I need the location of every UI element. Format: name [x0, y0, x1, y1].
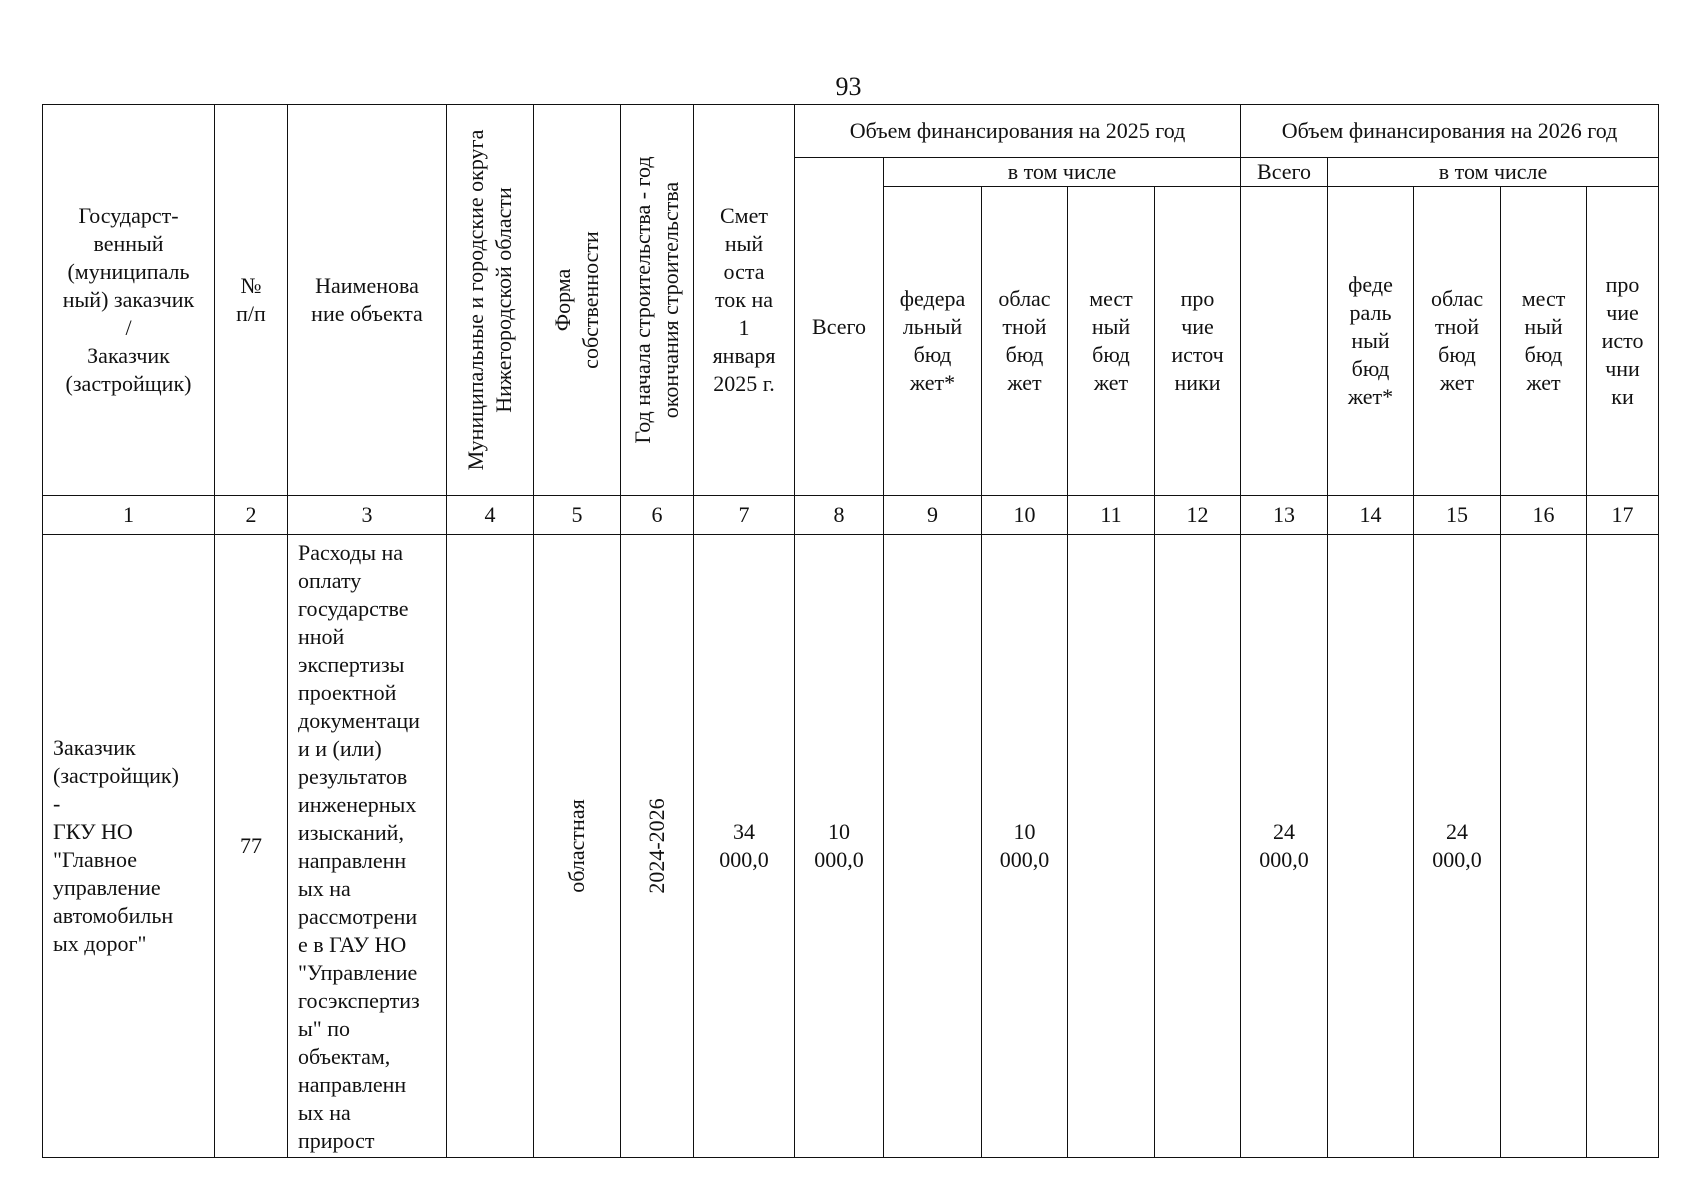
row-federal-2026 — [1328, 535, 1414, 1158]
header-local-2026-text: мест ный бюд жет — [1521, 286, 1566, 395]
column-number: 10 — [982, 496, 1068, 535]
header-local-2026 — [1501, 187, 1587, 496]
row-local-2025 — [1068, 535, 1155, 1158]
row-municipal — [447, 535, 534, 1158]
column-number: 8 — [795, 496, 884, 535]
column-number: 1 — [43, 496, 215, 535]
row-estimate-text: 34 000,0 — [719, 819, 769, 872]
column-number: 12 — [1155, 496, 1241, 535]
column-number: 4 — [447, 496, 534, 535]
header-funding-2026: Объем финансирования на 2026 год — [1241, 105, 1659, 158]
column-number: 3 — [288, 496, 447, 535]
header-federal-2026-text: феде раль ный бюд жет* — [1347, 272, 1394, 409]
row-regional-2025 — [982, 535, 1068, 1158]
column-number: 5 — [534, 496, 621, 535]
header-regional-2026 — [1414, 187, 1501, 496]
row-regional-2025-text: 10 000,0 — [999, 819, 1050, 872]
row-local-2026 — [1501, 535, 1587, 1158]
header-customer — [43, 105, 215, 496]
column-number: 15 — [1414, 496, 1501, 535]
column-number: 11 — [1068, 496, 1155, 535]
header-estimate-text: Смет ный оста ток на 1 января 2025 г. — [712, 203, 776, 396]
row-years-text: 2024-2026 — [644, 798, 669, 894]
column-number: 2 — [215, 496, 288, 535]
header-num-text: № п/п — [236, 273, 266, 326]
header-including-2026: в том числе — [1328, 158, 1659, 187]
header-empty-2026 — [1241, 187, 1328, 496]
header-federal-2026 — [1328, 187, 1414, 496]
row-customer-text: Заказчик (застройщик) - ГКУ НО "Главное управление автомобильн ых дорог" — [53, 735, 179, 956]
header-other-2026 — [1587, 187, 1659, 496]
row-estimate — [694, 535, 795, 1158]
row-years — [621, 535, 694, 1158]
header-years — [621, 105, 694, 496]
row-total-2025 — [795, 535, 884, 1158]
row-num: 77 — [215, 535, 288, 1158]
header-ownership — [534, 105, 621, 496]
row-total-2025-text: 10 000,0 — [814, 819, 864, 872]
header-regional-2026-text: облас тной бюд жет — [1430, 286, 1484, 395]
financing-table — [42, 104, 1659, 1158]
header-ownership-text: Форма собственности — [550, 231, 603, 369]
header-other-2025 — [1155, 187, 1241, 496]
header-municipal — [447, 105, 534, 496]
header-including-2025: в том числе — [884, 158, 1241, 187]
header-municipal-text: Муниципальные и городские округа Нижегородской области — [463, 129, 516, 471]
row-other-2025 — [1155, 535, 1241, 1158]
header-object-name — [288, 105, 447, 496]
row-total-2026-text: 24 000,0 — [1259, 819, 1309, 872]
row-other-2026 — [1587, 535, 1659, 1158]
header-total-2026: Всего — [1241, 158, 1328, 187]
column-number: 17 — [1587, 496, 1659, 535]
column-number: 7 — [694, 496, 795, 535]
column-number: 9 — [884, 496, 982, 535]
row-regional-2026-text: 24 000,0 — [1432, 819, 1482, 872]
header-funding-2025: Объем финансирования на 2025 год — [795, 105, 1241, 158]
row-regional-2026 — [1414, 535, 1501, 1158]
column-number: 16 — [1501, 496, 1587, 535]
row-ownership-text: областная — [564, 799, 589, 893]
header-estimate — [694, 105, 795, 496]
row-total-2026 — [1241, 535, 1328, 1158]
page-number: 93 — [835, 72, 862, 101]
column-number: 14 — [1328, 496, 1414, 535]
header-customer-text: Государст- венный (муниципаль ный) заказчик / Заказчик (застройщик) — [62, 203, 195, 396]
header-other-2025-text: про чие источ ники — [1171, 286, 1224, 395]
header-local-2025-text: мест ный бюд жет — [1089, 286, 1133, 395]
column-number: 6 — [621, 496, 694, 535]
row-ownership — [534, 535, 621, 1158]
row-object-name — [288, 535, 447, 1158]
header-local-2025 — [1068, 187, 1155, 496]
header-num — [215, 105, 288, 496]
row-customer — [43, 535, 215, 1158]
column-number: 13 — [1241, 496, 1328, 535]
header-years-text: Год начала строительства - год окончания строительства — [630, 156, 683, 444]
header-regional-2025-text: облас тной бюд жет — [998, 286, 1051, 395]
header-total-2025: Всего — [795, 158, 884, 496]
header-other-2026-text: про чие исто чни ки — [1601, 272, 1644, 409]
row-object-name-text: Расходы на оплату государстве нной экспертизы проектной документаци и и (или) результатов инженерных изысканий, направленн ых на рассмотрени е в ГАУ НО "Управление госэкспертиз ы" по объектам, направленн ых на прирост — [298, 540, 420, 1153]
row-federal-2025 — [884, 535, 982, 1158]
header-regional-2025 — [982, 187, 1068, 496]
header-federal-2025 — [884, 187, 982, 496]
table-row — [43, 535, 1659, 1158]
header-object-name-text: Наименова ние объекта — [311, 273, 423, 326]
header-federal-2025-text: федера льный бюд жет* — [899, 286, 966, 395]
